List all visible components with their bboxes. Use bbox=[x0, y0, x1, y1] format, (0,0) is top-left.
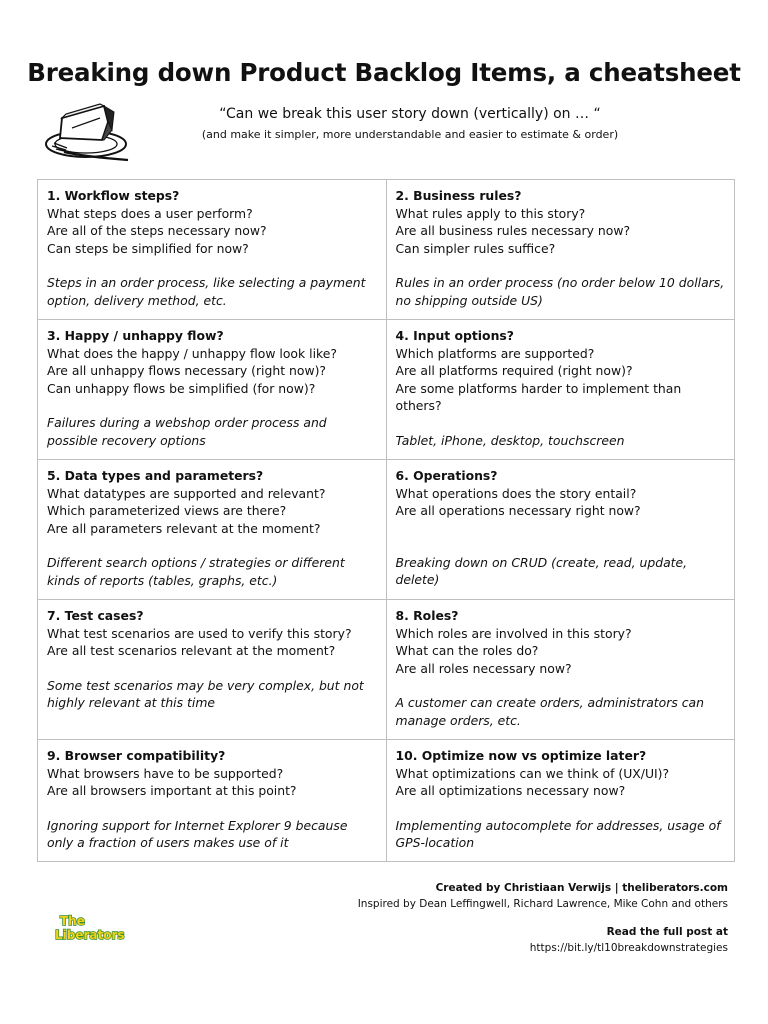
strategy-example: A customer can create orders, administrators can manage orders, etc. bbox=[395, 695, 704, 728]
strategy-heading: 6. Operations? bbox=[395, 468, 498, 483]
strategy-heading: 5. Data types and parameters? bbox=[47, 468, 264, 483]
strategy-cell bbox=[38, 600, 387, 740]
strategy-question: Are all business rules necessary now? bbox=[395, 223, 631, 238]
strategy-question: Are all parameters relevant at the moment? bbox=[47, 520, 321, 536]
strategy-heading: 3. Happy / unhappy flow? bbox=[47, 328, 224, 343]
strategy-question: What does the happy / unhappy flow look like? bbox=[47, 345, 337, 361]
strategy-example: Rules in an order process (no order below 10 dollars, no shipping outside US) bbox=[395, 275, 725, 308]
strategy-example: Ignoring support for Internet Explorer 9 because only a fraction of users makes use of it bbox=[47, 817, 348, 850]
svg-text:The: The bbox=[60, 914, 85, 928]
strategy-question: Are all roles necessary now? bbox=[395, 660, 572, 676]
strategy-heading: 8. Roles? bbox=[395, 608, 459, 623]
cake-slice-on-plate-icon bbox=[42, 100, 132, 170]
svg-text:Liberators: Liberators bbox=[55, 928, 125, 942]
strategy-heading: 7. Test cases? bbox=[47, 608, 144, 623]
strategy-question: What datatypes are supported and relevant? bbox=[47, 485, 326, 501]
strategy-question: What steps does a user perform? bbox=[47, 205, 253, 221]
strategy-question: What operations does the story entail? bbox=[395, 485, 637, 501]
strategy-heading: 10. Optimize now vs optimize later? bbox=[395, 748, 647, 763]
strategy-example: Some test scenarios may be very complex, but not highly relevant at this time bbox=[47, 677, 364, 710]
strategy-heading: 9. Browser compatibility? bbox=[47, 748, 226, 763]
strategy-heading: 1. Workflow steps? bbox=[47, 188, 180, 203]
strategy-question: What can the roles do? bbox=[395, 643, 539, 658]
strategy-question: Are all test scenarios relevant at the moment? bbox=[47, 643, 336, 658]
guiding-question: “Can we break this user story down (vertically) on … “ bbox=[219, 106, 601, 122]
strategy-question: What test scenarios are used to verify this story? bbox=[47, 625, 352, 641]
strategy-question: Are all browsers important at this point? bbox=[47, 783, 297, 798]
strategy-question: What optimizations can we think of (UX/UI)? bbox=[395, 765, 670, 781]
strategy-cell bbox=[38, 740, 387, 862]
strategy-question: Which platforms are supported? bbox=[395, 345, 595, 361]
strategy-heading: 2. Business rules? bbox=[395, 188, 522, 203]
strategy-question: Are all optimizations necessary now? bbox=[395, 783, 626, 798]
strategy-example: Different search options / strategies or different kinds of reports (tables, graphs, etc.) bbox=[47, 555, 345, 588]
strategy-example: Failures during a webshop order process and possible recovery options bbox=[47, 415, 327, 448]
strategy-example: Breaking down on CRUD (create, read, update, delete) bbox=[395, 554, 688, 587]
strategy-question: What rules apply to this story? bbox=[395, 205, 586, 221]
strategy-cell bbox=[386, 180, 735, 320]
strategies-grid bbox=[37, 179, 735, 862]
page-title: Breaking down Product Backlog Items, a cheatsheet bbox=[27, 58, 741, 87]
credits-created: Created by Christiaan Verwijs | theliberators.com bbox=[435, 882, 728, 894]
strategy-cell bbox=[38, 320, 387, 460]
credits bbox=[358, 880, 728, 956]
strategy-question: Are all of the steps necessary now? bbox=[47, 223, 267, 238]
strategy-question: Can unhappy flows be simplified (for now)? bbox=[47, 380, 316, 396]
strategy-cell bbox=[38, 180, 387, 320]
strategy-cell bbox=[386, 600, 735, 740]
strategy-question: Which parameterized views are there? bbox=[47, 503, 287, 518]
strategy-question: Are all operations necessary right now? bbox=[395, 503, 641, 518]
guiding-subquestion: (and make it simpler, more understandable and easier to estimate & order) bbox=[201, 128, 619, 141]
strategy-question: Are some platforms harder to implement than others? bbox=[395, 380, 682, 413]
credits-inspired: Inspired by Dean Leffingwell, Richard Lawrence, Mike Cohn and others bbox=[357, 898, 728, 910]
strategy-question: Can simpler rules suffice? bbox=[395, 240, 556, 256]
strategy-example: Tablet, iPhone, desktop, touchscreen bbox=[395, 432, 625, 448]
credits-url[interactable]: https://bit.ly/tl10breakdownstrategies bbox=[529, 942, 728, 954]
strategy-cell bbox=[386, 740, 735, 862]
credits-read: Read the full post at bbox=[606, 926, 728, 938]
strategy-cell bbox=[38, 460, 387, 600]
strategy-question: Which roles are involved in this story? bbox=[395, 625, 632, 641]
strategy-cell bbox=[386, 460, 735, 600]
strategy-cell bbox=[386, 320, 735, 460]
strategy-example: Implementing autocomplete for addresses, usage of GPS-location bbox=[395, 817, 721, 850]
strategy-question: Are all unhappy flows necessary (right now)? bbox=[47, 363, 326, 378]
strategy-question: What browsers have to be supported? bbox=[47, 765, 284, 781]
strategy-example: Steps in an order process, like selecting a payment option, delivery method, etc. bbox=[47, 275, 366, 308]
the-liberators-logo bbox=[54, 912, 136, 942]
strategy-question: Can steps be simplified for now? bbox=[47, 240, 249, 256]
strategy-question: Are all platforms required (right now)? bbox=[395, 363, 633, 378]
strategy-heading: 4. Input options? bbox=[395, 328, 514, 343]
